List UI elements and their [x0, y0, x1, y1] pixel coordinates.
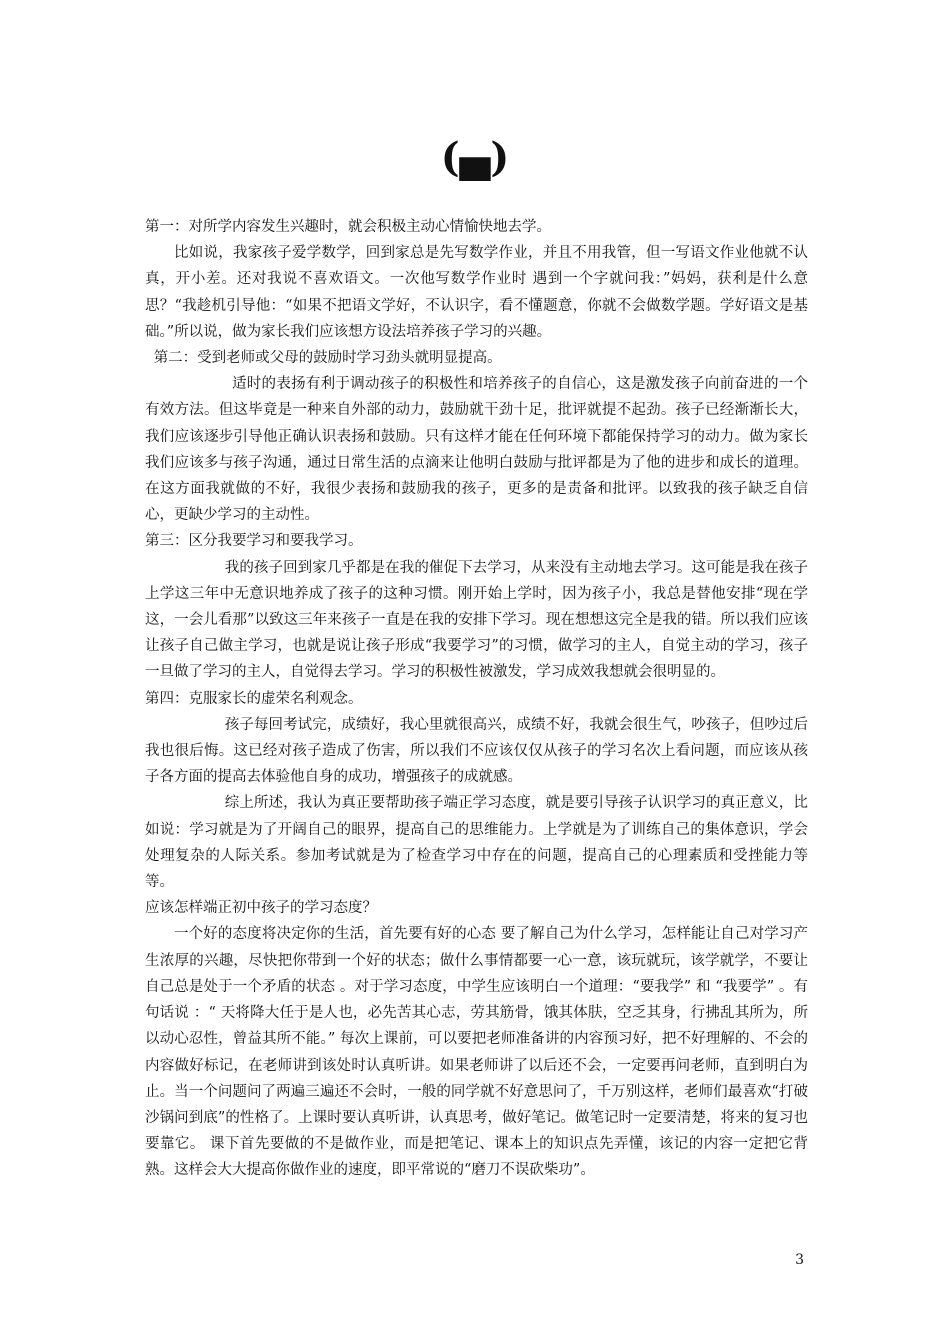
heading-paragraph-3: 第三：区分我要学习和要我学习。 — [145, 533, 363, 550]
section-question-heading: 应该怎样端正初中孩子的学习态度？ — [145, 900, 377, 917]
heading-paragraph-4: 第四：克服家长的虚荣名利观念。 — [145, 690, 363, 707]
heading-paragraph-1: 第一：对所学内容发生兴趣时，就会积极主动心情愉快地去学。 — [145, 219, 551, 235]
body-paragraph-5: 一个好的态度将决定你的生活，首先要有好的心态 要了解自己为什么学习，怎样能让自己对学习产生浓厚的兴趣，尽快把你带到一个好的状态；做什么事情都要一心一意，该玩就玩，该学就学，不要让自己总是处于一个矛盾的状态 。对于学习态度，中学生应该明白一个道理：“要我学” 和 “我要学” 。有句话说 ：“ 天将降大任于是人也，必先苦其心志，劳其筋骨，饿其体肤，空乏其身，行拂乱其所为，所以动心忍性，曾益其所不能。” 每次上课前，可以要把老师准备讲的内容预习好，把不好理解的、不会的内容做好标记，在老师讲到该处时认真听讲。如果老师讲了以后还不会，一定要再问老师，直到明白为止。当一个问题问了两遍三遍还不会时，一般的同学就不好意思问了，千万别这样，老师们最喜欢“打破沙锅问到底”的性格了。上课时要认真听讲，认真思考，做好笔记。做笔记时一定要清楚，将来的复习也要靠它。 课下首先要做的不是做作业，而是把笔记、课本上的知识点先弄懂，该记的内容一定把它背熟。这样会大大提高你做作业的速度，即平常说的“磨刀不误砍柴功”。 — [145, 926, 808, 1179]
heading-paragraph-2: 第二：受到老师或父母的鼓励时学习劲头就明显提高。 — [153, 350, 502, 367]
page-title: (▄) — [440, 134, 510, 181]
document-body — [145, 214, 808, 1184]
summary-paragraph: 综上所述，我认为真正要帮助孩子端正学习态度，就是要引导孩子认识学习的真正意义，比如说：学习就是为了开阔自己的眼界，提高自己的思维能力。上学就是为了训练自己的集体意识，学会处理复杂的人际关系。参加考试就是为了检查学习中存在的问题，提高自己的心理素质和受挫能力等等。 — [145, 795, 808, 891]
body-paragraph-4: 孩子每回考试完，成绩好，我心里就很高兴，成绩不好，我就会很生气，吵孩子，但吵过后我也很后悔。这已经对孩子造成了伤害，所以我们不应该仅仅从孩子的学习名次上看问题，而应该从孩子各方面的提高去体验他自身的成功，增强孩子的成就感。 — [145, 716, 808, 786]
body-paragraph-3: 我的孩子回到家几乎都是在我的催促下去学习，从来没有主动地去学习。这可能是我在孩子上学这三年中无意识地养成了孩子的这种习惯。刚开始上学时，因为孩子小，我总是替他安排“现在学这，一会儿看那”以致这三年来孩子一直是在我的安排下学习。现在想想这完全是我的错。所以我们应该让孩子自己做主学习，也就是说让孩子形成“我要学习”的习惯，做学习的主人，自觉主动的学习，孩子一旦做了学习的主人，自觉得去学习。学习的积极性被激发，学习成效我想就会很明显的。 — [145, 559, 808, 681]
body-paragraph-1: 比如说，我家孩子爱学数学，回到家总是先写数学作业，并且不用我管，但一写语文作业他就不认真，开小差。还对我说不喜欢语文。一次他写数学作业时 遇到一个字就问我：”妈妈，获利是什么意思？“我趁机引导他：“如果不把语文学好，不认识字，看不懂题意，你就不会做数学题。学好语文是基础。”所以说，做为家长我们应该想方设法培养孩子学习的兴趣。 — [145, 245, 808, 340]
page-number: 3 — [795, 1252, 804, 1268]
body-paragraph-2: 适时的表扬有利于调动孩子的积极性和培养孩子的自信心，这是激发孩子向前奋进的一个有效方法。但这毕竟是一种来自外部的动力，鼓励就干劲十足，批评就提不起劲。孩子已经渐渐长大，我们应该逐步引导他正确认识表扬和鼓励。只有这样才能在任何环境下都能保持学习的动力。做为家长我们应该多与孩子沟通，通过日常生活的点滴来让他明白鼓励与批评都是为了他的进步和成长的道理。在这方面我就做的不好，我很少表扬和鼓励我的孩子，更多的是责备和批评。以致我的孩子缺乏自信心，更缺少学习的主动性。 — [145, 376, 808, 524]
